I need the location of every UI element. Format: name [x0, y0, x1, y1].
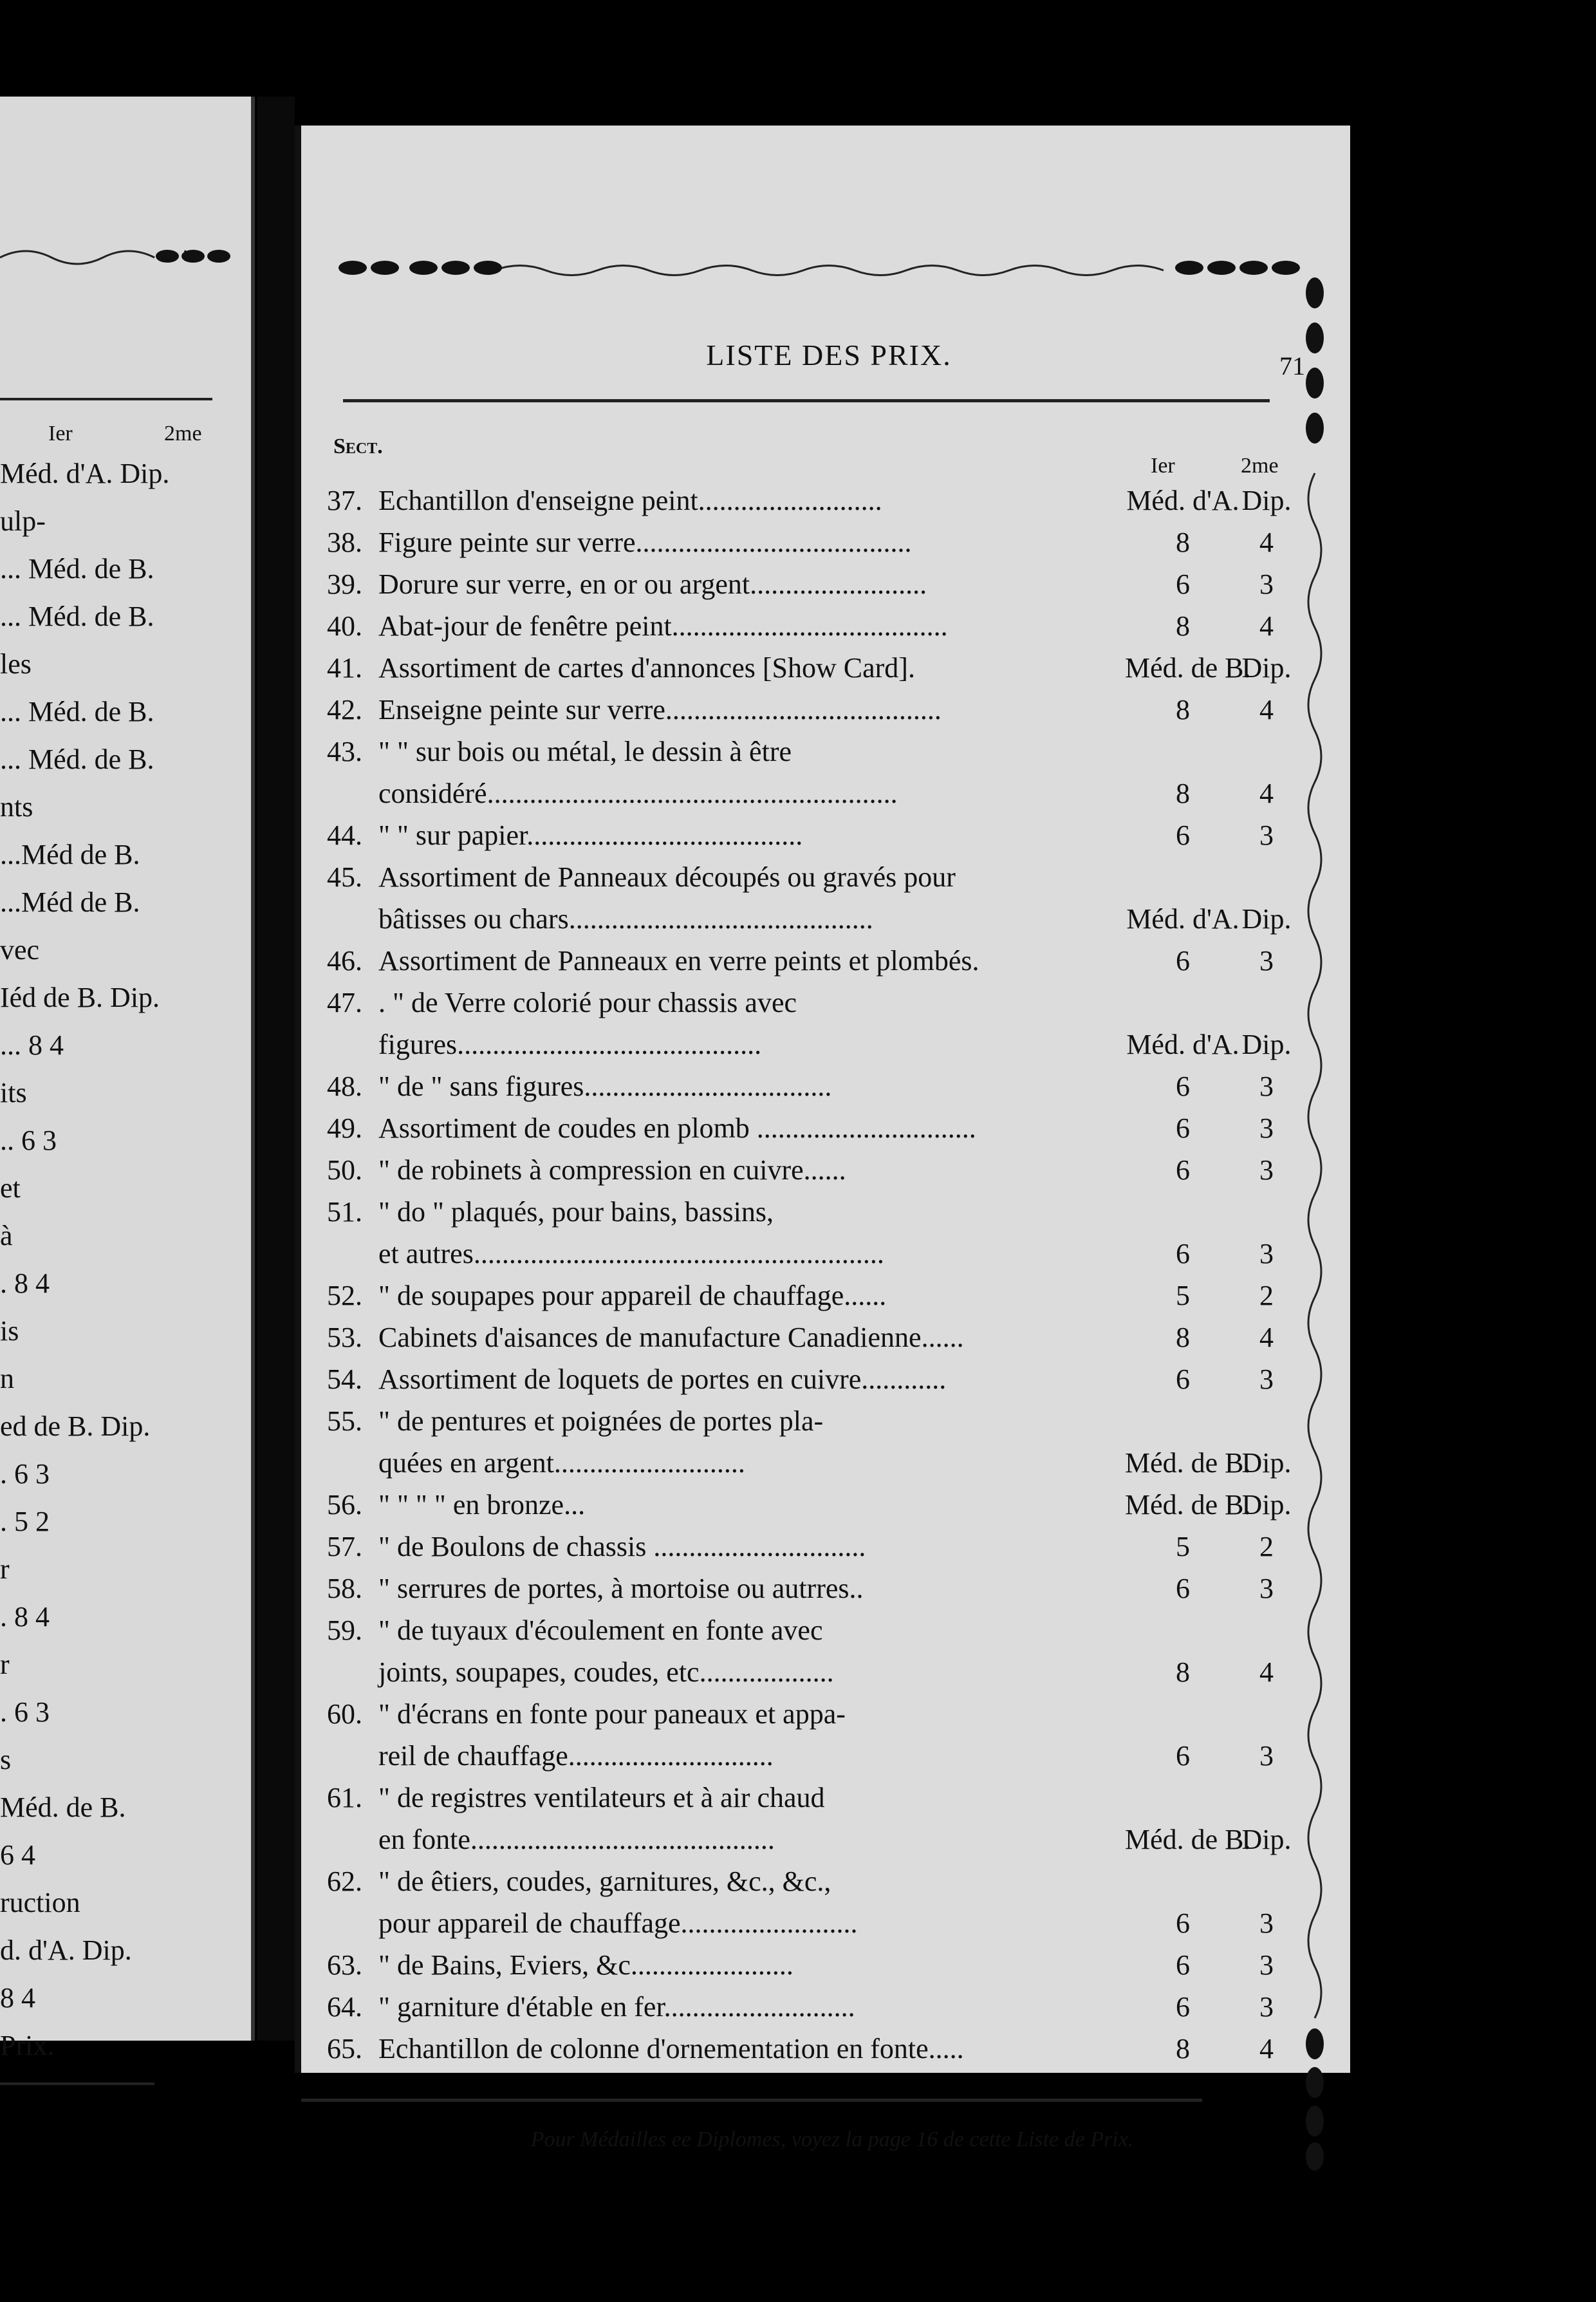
entry-text: Dorure sur verre, en or ou argent.........................: [378, 568, 927, 600]
left-line: n: [0, 1363, 14, 1394]
list-item: [327, 1194, 1286, 1230]
entry-text: " de Bains, Eviers, &c.......................: [378, 1949, 793, 1981]
entry-first-prize: 6: [1176, 1071, 1190, 1102]
entry-number: 41.: [327, 652, 362, 684]
page-header: [346, 338, 1312, 396]
entry-first-prize: 8: [1176, 1656, 1190, 1688]
entry-second-prize: 3: [1259, 945, 1274, 977]
entry-number: 63.: [327, 1949, 362, 1981]
entry-second-prize: 2: [1259, 1280, 1274, 1311]
list-item: [327, 1571, 1286, 1607]
entry-second-prize: Dip.: [1241, 652, 1292, 684]
entry-text: " de tuyaux d'écoulement en fonte avec: [378, 1614, 823, 1646]
col2-label: 2me: [1241, 454, 1279, 478]
list-item: [327, 692, 1286, 728]
entry-text: Assortiment de coudes en plomb ...............................: [378, 1112, 976, 1144]
entry-text: pour appareil de chauffage.........................: [378, 1907, 858, 1939]
list-item: [327, 1947, 1286, 1983]
entry-number: 49.: [327, 1112, 362, 1144]
list-item: [327, 1864, 1286, 1900]
left-line: et: [0, 1172, 21, 1204]
list-item: [327, 1613, 1286, 1649]
left-line: 6 4: [0, 1839, 35, 1871]
entry-text: " de robinets à compression en cuivre......: [378, 1154, 846, 1186]
left-line: ... 8 4: [0, 1029, 64, 1061]
entry-second-prize: 2: [1259, 1531, 1274, 1562]
list-item: [327, 1738, 1286, 1774]
left-line: d. d'A. Dip.: [0, 1934, 132, 1966]
entry-first-prize: 8: [1176, 778, 1190, 809]
list-item: [327, 650, 1292, 686]
entry-text: et autres..........................................................: [378, 1238, 884, 1269]
list-item: [327, 566, 1286, 603]
list-item: [327, 901, 1292, 937]
entry-number: 43.: [327, 736, 362, 767]
entry-text: Assortiment de loquets de portes en cuivre............: [378, 1363, 947, 1395]
list-item: [327, 1278, 1286, 1314]
entry-first-prize: Méd. de B.: [1125, 1489, 1251, 1521]
footnote: Pour Médailles ee Diplomes, voyez la page 16 de cette Liste de Prix.: [530, 2128, 1134, 2151]
col1-label: Ier: [1151, 454, 1175, 478]
entry-text: figures...........................................: [378, 1029, 762, 1060]
entry-text: Assortiment de cartes d'annonces [Show Card].: [378, 652, 915, 684]
entry-text: " de registres ventilateurs et à air chaud: [378, 1782, 825, 1813]
list-item: [327, 525, 1286, 561]
sect-label: Sect.: [333, 435, 383, 458]
left-line: s: [0, 1744, 12, 1775]
entry-second-prize: 3: [1259, 1154, 1274, 1186]
left-line: is: [0, 1315, 19, 1347]
left-line: . 8 4: [0, 1268, 50, 1299]
entry-text: " serrures de portes, à mortoise ou autrres..: [378, 1573, 864, 1604]
entry-second-prize: 4: [1259, 610, 1274, 642]
entry-first-prize: 6: [1176, 1238, 1190, 1269]
list-item: [327, 818, 1286, 854]
entry-first-prize: 6: [1176, 1112, 1190, 1144]
entry-first-prize: 8: [1176, 2033, 1190, 2064]
footer-rule: [301, 2099, 1202, 2102]
left-line: ... Méd. de B.: [0, 744, 154, 775]
entry-number: 44.: [327, 819, 362, 851]
left-line: r: [0, 1553, 10, 1585]
entry-text: considéré..........................................................: [378, 778, 898, 809]
list-item: [327, 1027, 1292, 1063]
entry-first-prize: Méd. d'A.: [1126, 485, 1239, 516]
entry-text: " de soupapes pour appareil de chauffage......: [378, 1280, 887, 1311]
entry-first-prize: 5: [1176, 1531, 1190, 1562]
entry-text: Assortiment de Panneaux en verre peints et plombés.: [378, 945, 979, 977]
list-item: [327, 1362, 1286, 1398]
svg-text:✕: ✕: [181, 245, 198, 268]
list-item: [327, 1403, 1286, 1439]
entry-text: Echantillon d'enseigne peint..........................: [378, 485, 882, 516]
left-line: . 8 4: [0, 1601, 50, 1633]
entry-number: 45.: [327, 861, 362, 893]
left-line: .. 6 3: [0, 1125, 57, 1156]
entry-first-prize: 6: [1176, 1363, 1190, 1395]
list-item: [327, 1989, 1286, 2025]
entry-number: 57.: [327, 1531, 362, 1562]
entry-number: 56.: [327, 1489, 362, 1521]
list-item: [327, 1069, 1286, 1105]
book-spine: [257, 97, 295, 2041]
list-item: [327, 1236, 1286, 1272]
entry-text: " " " " en bronze...: [378, 1489, 586, 1521]
left-line: . 5 2: [0, 1506, 50, 1537]
entry-number: 38.: [327, 527, 362, 558]
side-ornament: [1295, 280, 1334, 2173]
page-title: LISTE DES PRIX.: [706, 339, 952, 371]
entry-number: 59.: [327, 1614, 362, 1646]
entry-first-prize: 6: [1176, 1991, 1190, 2023]
left-line: ... Méd. de B.: [0, 696, 154, 727]
entry-text: " de pentures et poignées de portes pla-: [378, 1405, 824, 1437]
entry-text: Abat-jour de fenêtre peint.......................................: [378, 610, 948, 642]
entry-first-prize: 8: [1176, 694, 1190, 725]
entry-text: " de Boulons de chassis ..............................: [378, 1531, 866, 1562]
entry-second-prize: Dip.: [1241, 1824, 1292, 1855]
entry-text: " de êtiers, coudes, garnitures, &c., &c.,: [378, 1866, 831, 1897]
left-line: ruction: [0, 1887, 80, 1918]
entry-number: 40.: [327, 610, 362, 642]
left-rule-top: [0, 398, 212, 400]
entry-second-prize: Dip.: [1241, 1447, 1292, 1479]
entry-number: 46.: [327, 945, 362, 977]
entry-second-prize: 3: [1259, 1907, 1274, 1939]
entry-second-prize: 3: [1259, 1573, 1274, 1604]
left-line: its: [0, 1077, 27, 1109]
left-col1-label: Ier: [48, 422, 73, 445]
left-line: ... Méd. de B.: [0, 601, 154, 632]
list-item: [327, 1905, 1286, 1942]
entry-text: quées en argent...........................: [378, 1447, 745, 1479]
left-line: vec: [0, 934, 40, 966]
left-page: [0, 97, 255, 2061]
entry-first-prize: 6: [1176, 1949, 1190, 1981]
entry-second-prize: 3: [1259, 819, 1274, 851]
entry-first-prize: 6: [1176, 1740, 1190, 1772]
entry-first-prize: 5: [1176, 1280, 1190, 1311]
entry-text: . " de Verre colorié pour chassis avec: [378, 987, 797, 1018]
entry-number: 62.: [327, 1866, 362, 1897]
list-item: [327, 1487, 1292, 1523]
entry-first-prize: 6: [1176, 945, 1190, 977]
entry-number: 52.: [327, 1280, 362, 1311]
entry-text: bâtisses ou chars...........................................: [378, 903, 873, 935]
left-line: à: [0, 1220, 13, 1251]
list-item: [327, 1110, 1286, 1146]
entry-number: 47.: [327, 987, 362, 1018]
entry-number: 58.: [327, 1573, 362, 1604]
entry-first-prize: 6: [1176, 1573, 1190, 1604]
list-item: [327, 1780, 1286, 1816]
left-line: r: [0, 1649, 10, 1680]
left-line: . 6 3: [0, 1458, 50, 1490]
list-item: [327, 1445, 1292, 1481]
list-item: [327, 1654, 1286, 1690]
list-item: [327, 1529, 1286, 1565]
entry-first-prize: 6: [1176, 819, 1190, 851]
entry-number: 42.: [327, 694, 362, 725]
left-line: Méd. de B.: [0, 1792, 126, 1823]
entry-first-prize: Méd. de B.: [1125, 1824, 1251, 1855]
list-item: [327, 1152, 1286, 1188]
entry-number: 54.: [327, 1363, 362, 1395]
left-rule-bottom: [0, 2082, 154, 2085]
left-line: ...Méd de B.: [0, 839, 140, 870]
entry-text: Enseigne peinte sur verre.......................................: [378, 694, 942, 725]
entry-second-prize: 4: [1259, 527, 1274, 558]
entry-second-prize: 4: [1259, 694, 1274, 725]
entry-text: joints, soupapes, coudes, etc...................: [378, 1656, 834, 1688]
left-line: 8 4: [0, 1982, 35, 2014]
entry-text: " d'écrans en fonte pour paneaux et appa-: [378, 1698, 846, 1730]
left-ornament: [0, 238, 245, 270]
entry-number: 64.: [327, 1991, 362, 2023]
entry-second-prize: Dip.: [1241, 1489, 1292, 1521]
list-item: [327, 2031, 1286, 2067]
entry-first-prize: 6: [1176, 1154, 1190, 1186]
entry-first-prize: Méd. d'A.: [1126, 903, 1239, 935]
list-item: [327, 859, 1286, 895]
entry-first-prize: Méd. de B.: [1125, 1447, 1251, 1479]
entry-text: Echantillon de colonne d'ornementation en fonte.....: [378, 2033, 964, 2064]
entry-text: Assortiment de Panneaux découpés ou gravés pour: [378, 861, 956, 893]
entry-text: reil de chauffage.............................: [378, 1740, 774, 1772]
entry-second-prize: 4: [1259, 778, 1274, 809]
entry-second-prize: 3: [1259, 1949, 1274, 1981]
entry-text: Figure peinte sur verre.......................................: [378, 527, 912, 558]
entry-text: en fonte...........................................: [378, 1824, 775, 1855]
list-item: [327, 1696, 1286, 1732]
list-item: [327, 985, 1286, 1021]
entry-number: 53.: [327, 1322, 362, 1353]
entry-first-prize: 6: [1176, 568, 1190, 600]
left-line: nts: [0, 791, 33, 823]
entry-number: 39.: [327, 568, 362, 600]
left-line: Iéd de B. Dip.: [0, 982, 160, 1013]
entry-second-prize: 4: [1259, 1656, 1274, 1688]
entry-second-prize: 4: [1259, 1322, 1274, 1353]
entry-second-prize: 3: [1259, 1112, 1274, 1144]
entry-first-prize: Méd. d'A.: [1126, 1029, 1239, 1060]
list-item: [327, 943, 1286, 979]
entry-second-prize: 3: [1259, 1363, 1274, 1395]
entry-number: 60.: [327, 1698, 362, 1730]
entry-second-prize: Dip.: [1241, 903, 1292, 935]
entry-first-prize: 8: [1176, 527, 1190, 558]
left-line: . 6 3: [0, 1696, 50, 1728]
entry-number: 65.: [327, 2033, 362, 2064]
entry-second-prize: 3: [1259, 1238, 1274, 1269]
header-rule: [343, 399, 1270, 402]
left-col2-label: 2me: [164, 422, 202, 445]
left-line: Prix.: [0, 2030, 55, 2061]
left-line: ed de B. Dip.: [0, 1410, 151, 1442]
entry-text: " " sur bois ou métal, le dessin à être: [378, 736, 792, 767]
entry-second-prize: Dip.: [1241, 1029, 1292, 1060]
list-item: [327, 608, 1286, 644]
entry-second-prize: 3: [1259, 1991, 1274, 2023]
entry-number: 51.: [327, 1196, 362, 1228]
entry-second-prize: 3: [1259, 1740, 1274, 1772]
top-ornament: [327, 251, 1318, 283]
list-item: [327, 734, 1286, 770]
list-item: [327, 1320, 1286, 1356]
entry-text: " do " plaqués, pour bains, bassins,: [378, 1196, 774, 1228]
list-item: [327, 1822, 1292, 1858]
entry-first-prize: Méd. de B.: [1125, 652, 1251, 684]
list-item: [327, 483, 1292, 519]
entry-number: 61.: [327, 1782, 362, 1813]
entry-text: " " sur papier.......................................: [378, 819, 803, 851]
entry-first-prize: 8: [1176, 610, 1190, 642]
left-line: ... Méd. de B.: [0, 553, 154, 585]
entry-second-prize: 3: [1259, 1071, 1274, 1102]
entry-number: 50.: [327, 1154, 362, 1186]
left-line: ulp-: [0, 505, 46, 537]
entry-number: 55.: [327, 1405, 362, 1437]
entry-second-prize: 3: [1259, 568, 1274, 600]
entry-first-prize: 8: [1176, 1322, 1190, 1353]
entry-number: 37.: [327, 485, 362, 516]
list-item: [327, 776, 1286, 812]
left-line: Méd. d'A. Dip.: [0, 458, 170, 489]
left-line: ...Méd de B.: [0, 886, 140, 918]
entry-text: Cabinets d'aisances de manufacture Canadienne......: [378, 1322, 964, 1353]
entry-second-prize: 4: [1259, 2033, 1274, 2064]
right-page: [295, 126, 1350, 2151]
left-line: les: [0, 648, 32, 680]
entry-number: 48.: [327, 1071, 362, 1102]
entry-second-prize: Dip.: [1241, 485, 1292, 516]
entry-first-prize: 6: [1176, 1907, 1190, 1939]
page-number: 71: [1279, 351, 1305, 380]
entry-text: " garniture d'étable en fer...........................: [378, 1991, 855, 2023]
entry-text: " de " sans figures...................................: [378, 1071, 832, 1102]
